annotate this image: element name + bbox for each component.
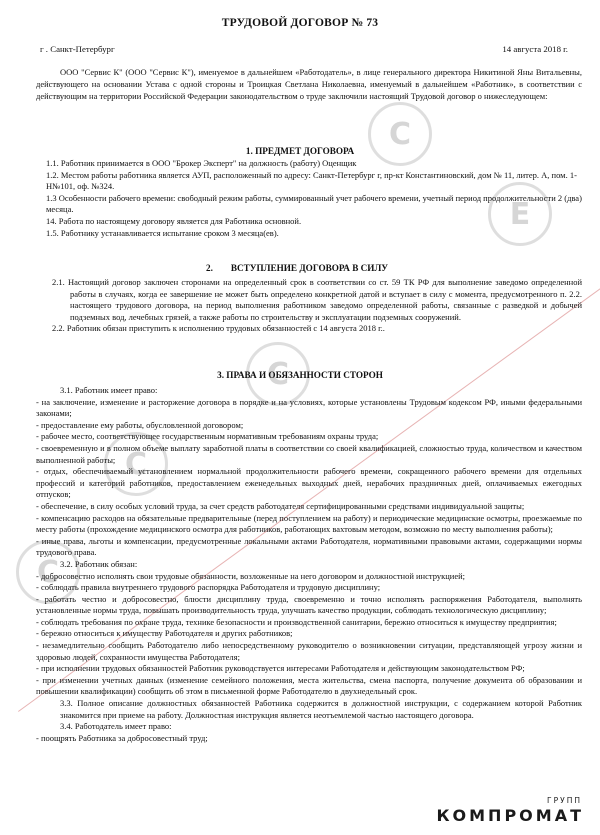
intro-paragraph: ООО "Сервис К" (ООО "Сервис К"), именуемое в дальнейшем «Работодатель», в лице генерального директора Никитиной Яны Витальевны, действующего на основании Устава с одной стороны и Троицкая Светлана Николаевна, именуемый в дальнейшем «Работник», в соответствии с действующим на территории Российской Федерации законодательством о труде заключили настоящий Трудовой договор о нижеследующем: — [36, 67, 582, 101]
section-3-line: - на заключение, изменение и расторжение договора в порядке и на условиях, которые установлены Трудовым кодексом РФ, иными федеральными законами; — [36, 396, 582, 419]
city: г . Санкт-Петербург — [40, 44, 115, 54]
section-3-line: 3.2. Работник обязан: — [60, 558, 138, 569]
watermark-letter-icon: E — [488, 182, 552, 246]
section-2-number: 2. — [206, 263, 213, 273]
section-3-line: 3.3. Полное описание должностных обязанностей Работника содержится в должностной инструкции, с содержанием которой Работник знакомится при приеме на работу. Должностная инструкция является неотъемлемой частью настоящего договора. — [60, 698, 582, 720]
logo-big-text: КОМПРОМАТ — [436, 806, 584, 825]
section-3-line: - при исполнении трудовых обязанностей Работник руководствуется интересами Работодателя и действующим законодательством РФ; — [36, 663, 525, 674]
section-1-item: 1.3 Особенности рабочего времени: свободный режим работы, суммированный учет рабочего времени, учетный период продолжительности 2 (два) месяца. — [46, 192, 582, 215]
section-1-title: 1. ПРЕДМЕТ ДОГОВОРА — [245, 146, 355, 156]
watermark-letter-icon: C — [368, 102, 432, 166]
section-3-line: 3.1. Работник имеет право: — [60, 385, 158, 395]
section-2-item: 2.2. Работник обязан приступить к исполнению трудовых обязанностей с 14 августа 2018 г.. — [52, 323, 385, 334]
section-3-line: - соблюдать требования по охране труда, технике безопасности и производственной санитарии, бережно относиться к имуществу предприятия; — [36, 616, 557, 627]
section-1-item: 1.5. Работнику устанавливается испытание сроком 3 месяца(ев). — [46, 227, 279, 238]
section-3-line: - компенсацию расходов на обязательные предварительные (перед поступлением на работу) и периодические медицинские осмотры, проезжаемые по месту работы (прохождение медицинского осмотра для работников, работающих вахтовым методом, возможно по месту выполнения работы); — [36, 512, 582, 535]
document-date: 14 августа 2018 г. — [502, 44, 568, 54]
watermark-letter-icon: C — [104, 432, 168, 496]
watermark-letter-icon: C — [16, 540, 80, 604]
section-3-line: - работать честно и добросовестно, блюсти дисциплину труда, своевременно и точно исполнять распоряжения Работодателя, выполнять установленные нормы труда, повышать производительность труда, улучшать качество продукции, соблюдать технологическую дисциплину; — [36, 593, 582, 616]
section-3-line: - добросовестно исполнять свои трудовые обязанности, возложенные на него договором и должностной инструкцией; — [36, 570, 465, 581]
section-1-body — [36, 158, 582, 239]
section-3-line: - своевременную и в полном объеме выплату заработной платы в соответствии со своей квалификацией, сложностью труда, количеством и качеством выполненной работы; — [36, 442, 582, 465]
section-3-line: - иные права, льготы и компенсации, предусмотренные локальными актами Работодателя, нормативными правовыми актами, содержащими нормы трудового права. — [36, 535, 582, 558]
section-3-line: - при изменении учетных данных (изменение семейного положения, места жительства, смена паспорта, получение документа об образовании и повышении квалификации) сообщить об этом в письменной форме Работодателю в двухнедельный срок. — [36, 674, 582, 697]
section-2-title — [206, 263, 388, 273]
section-1-item: 1.2. Местом работы работника является АУП, расположенный по адресу: Санкт-Петербург г, пр-кт Константиновский, дом № 11, литер. А, пом. 1-Н№101, оф. №324. — [46, 169, 577, 192]
section-3-line: - соблюдать правила внутреннего трудового распорядка Работодателя и трудовую дисциплину; — [36, 582, 381, 593]
logo-small-text: ГРУПП — [547, 796, 582, 805]
section-1-item: 14. Работа по настоящему договору является для Работника основной. — [46, 215, 302, 226]
section-2-body — [40, 277, 582, 335]
section-2-item: 2.1. Настоящий договор заключен сторонами на определенный срок в соответствии со ст. 59 ТК РФ для выполнение заведомо определенной работы в случаях, когда ее завершение не может быть определено конкретной датой и вступает в силу с момента, предусмотренного п. 2.2. настоящего трудового договора, на период выполнения работником заведомо определенной работы, связанные с разведкой и добычей подземных вод, лечебных грязей, а также работы по строительству и эксплуатации подземных сооружений. — [52, 277, 582, 322]
section-3-title: 3. ПРАВА И ОБЯЗАННОСТИ СТОРОН — [217, 370, 383, 380]
section-3-line: - незамедлительно сообщить Работодателю либо непосредственному руководителю о возникновении ситуации, представляющей угрозу жизни и здоровью людей, сохранности имущества Работодателя; — [36, 640, 582, 662]
section-3-line: - обеспечение, в силу особых условий труда, за счет средств работодателя сертифицированными средствами индивидуальной защиты; — [36, 500, 525, 511]
section-3-line: - бережно относиться к имуществу Работодателя и других работников; — [36, 628, 293, 639]
section-3-line: 3.4. Работодатель имеет право: — [60, 721, 172, 732]
kompromat-logo — [436, 796, 584, 825]
section-3-line: - отдых, обеспечиваемый установлением нормальной продолжительности рабочего времени, сокращенного рабочего времени для отдельных профессий и категорий работников, предоставлением еженедельных выходных дней, нерабочих праздничных дней, оплачиваемых ежегодных отпусков; — [36, 466, 582, 500]
section-2-heading: ВСТУПЛЕНИЕ ДОГОВОРА В СИЛУ — [230, 263, 389, 273]
section-3-line: - поощрять Работника за добросовестный труд; — [36, 732, 208, 743]
section-3-line: - рабочее место, соответствующее государственным нормативным требованиям охраны труда; — [36, 431, 379, 442]
section-3-line: - предоставление ему работы, обусловленной договором; — [36, 419, 244, 430]
document-title: ТРУДОВОЙ ДОГОВОР № 73 — [221, 17, 379, 29]
watermark-letter-icon: C — [246, 342, 310, 406]
section-3-body — [36, 385, 582, 744]
section-1-item: 1.1. Работник принимается в ООО "Брокер Эксперт" на должность (работу) Оценщик — [46, 158, 357, 168]
